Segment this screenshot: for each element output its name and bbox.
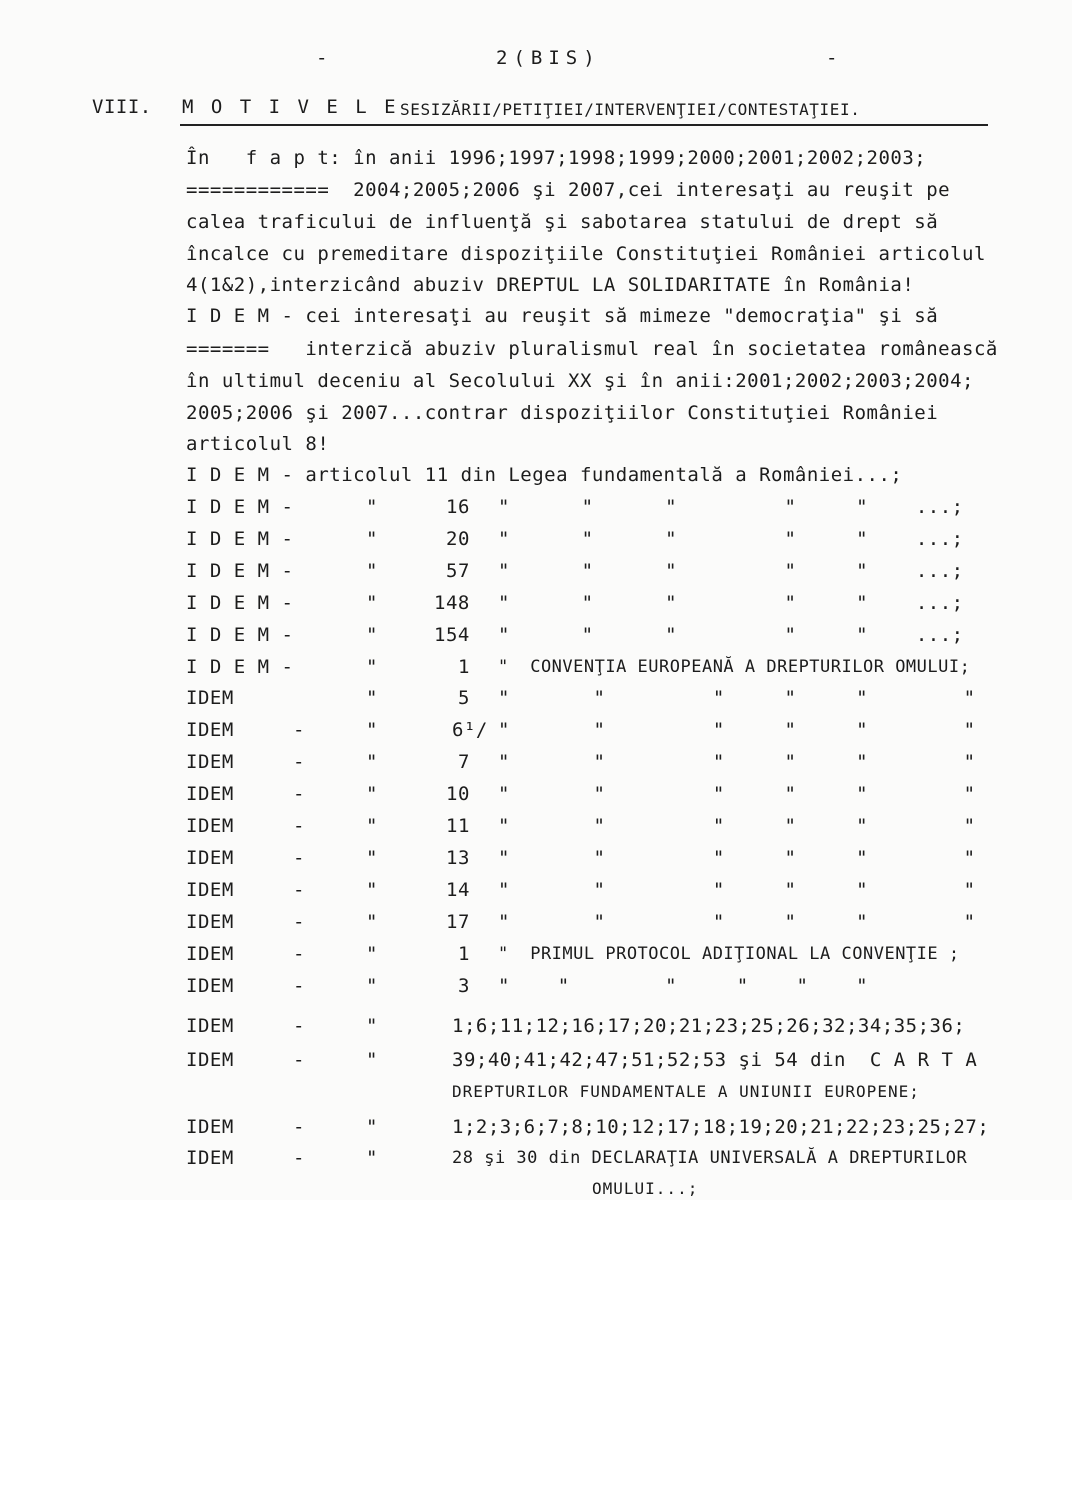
article-number: 148 (434, 592, 470, 614)
article-number: 10 (446, 783, 470, 805)
article-number: 7 (458, 751, 470, 773)
idem-label: I D E M - (186, 592, 294, 614)
text-line: ============ 2004;2005;2006 şi 2007,cei interesaţi au reuşit pe (186, 179, 951, 201)
declaration-title-end: OMULUI...; (592, 1179, 699, 1198)
text-line: 2005;2006 şi 2007...contrar dispoziţiilor Constituţiei României (186, 402, 939, 424)
article-number: 57 (446, 560, 470, 582)
article-number: 154 (434, 624, 470, 646)
ditto-mark: " (366, 687, 378, 709)
right-dash: - (826, 47, 838, 69)
text-line: În f a p t: în anii 1996;1997;1998;1999;2000;2001;2002;2003; (186, 147, 927, 169)
idem-label: IDEM (186, 1015, 234, 1037)
ditto-rest: " " " " " " (498, 783, 976, 805)
dash: - (293, 847, 305, 869)
dash: - (293, 815, 305, 837)
article-number: 13 (446, 847, 470, 869)
idem-label: IDEM (186, 815, 234, 837)
text-line: I D E M - articolul 11 din Legea fundamentală a României...; (186, 464, 903, 486)
idem-label: I D E M - (186, 624, 294, 646)
dash: - (293, 751, 305, 773)
idem-label: I D E M - (186, 496, 294, 518)
idem-label: IDEM (186, 751, 234, 773)
article-number: 11 (446, 815, 470, 837)
idem-label: IDEM (186, 687, 234, 709)
idem-label: I D E M - (186, 656, 294, 678)
ditto-rest: " " " " " ...; (498, 528, 964, 550)
idem-label: I D E M - (186, 528, 294, 550)
ditto-mark: " (366, 592, 378, 614)
dash: - (293, 1049, 305, 1071)
idem-label: IDEM (186, 719, 234, 741)
idem-label: IDEM (186, 783, 234, 805)
text-line: în ultimul deceniu al Secolului XX şi în anii:2001;2002;2003;2004; (186, 370, 974, 392)
ditto-mark: " (366, 751, 378, 773)
ditto-rest: " " " " " " (498, 847, 976, 869)
dash: - (293, 719, 305, 741)
ditto-rest: " " " " " ...; (498, 592, 964, 614)
dash: - (293, 1015, 305, 1037)
ditto-mark: " (366, 783, 378, 805)
dash: - (293, 975, 305, 997)
idem-label: IDEM (186, 911, 234, 933)
ditto-mark: " (366, 1015, 378, 1037)
ditto-rest: " " " " " " (498, 719, 976, 741)
ditto-mark: " (366, 656, 378, 678)
idem-label: IDEM (186, 879, 234, 901)
convention-title: " CONVENŢIA EUROPEANĂ A DREPTURILOR OMULUI; (498, 657, 971, 677)
ditto-rest: " " " " " " (498, 879, 976, 901)
ditto-mark: " (366, 496, 378, 518)
ditto-mark: " (366, 943, 378, 965)
ditto-mark: " (366, 975, 378, 997)
idem-label: IDEM (186, 847, 234, 869)
dash: - (293, 783, 305, 805)
dash: - (293, 879, 305, 901)
idem-label: IDEM (186, 943, 234, 965)
ditto-rest: " " " " " " (498, 687, 976, 709)
article-number: 6¹/ (452, 719, 488, 741)
dash: - (293, 1116, 305, 1138)
article-list: 1;6;11;12;16;17;20;21;23;25;26;32;34;35;36; (452, 1015, 966, 1037)
ditto-mark: " (366, 1147, 378, 1169)
ditto-mark: " (366, 815, 378, 837)
ditto-rest: " " " " " ...; (498, 624, 964, 646)
article-number: 16 (446, 496, 470, 518)
ditto-rest: " " " " " " (498, 815, 976, 837)
idem-label: IDEM (186, 1147, 234, 1169)
ditto-mark: " (366, 911, 378, 933)
ditto-mark: " (366, 719, 378, 741)
section-title-subject: SESIZĂRII/PETIŢIEI/INTERVENŢIEI/CONTESTAŢIEI. (400, 100, 861, 119)
article-number: 17 (446, 911, 470, 933)
ditto-rest: " " " " " ...; (498, 560, 964, 582)
ditto-rest: " " " " " ...; (498, 496, 964, 518)
article-number: 20 (446, 528, 470, 550)
ditto-mark: " (366, 624, 378, 646)
section-title-motivele: M O T I V E L E (182, 96, 399, 118)
left-dash: - (316, 47, 328, 69)
protocol-title: " PRIMUL PROTOCOL ADIŢIONAL LA CONVENŢIE ; (498, 944, 960, 964)
article-number: 5 (458, 687, 470, 709)
dash: - (293, 911, 305, 933)
page-number: 2(BIS) (496, 47, 601, 69)
text-line: ======= interzică abuziv pluralismul real în societatea românească (186, 338, 998, 360)
article-list: 39;40;41;42;47;51;52;53 şi 54 din C A R T A (452, 1049, 978, 1071)
dash: - (293, 1147, 305, 1169)
article-number: 1 (458, 943, 470, 965)
charter-title: DREPTURILOR FUNDAMENTALE A UNIUNII EUROPENE; (452, 1082, 920, 1101)
ditto-rest: " " " " " " (498, 751, 976, 773)
ditto-mark: " (366, 879, 378, 901)
text-line: încalce cu premeditare dispoziţiile Constituţiei României articolul (186, 243, 986, 265)
article-number: 3 (458, 975, 470, 997)
article-list: 1;2;3;6;7;8;10;12;17;18;19;20;21;22;23;25;27; (452, 1116, 990, 1138)
idem-label: IDEM (186, 1116, 234, 1138)
ditto-mark: " (366, 1049, 378, 1071)
text-line: calea traficului de influenţă şi sabotarea statului de drept să (186, 211, 939, 233)
text-line: articolul 8! (186, 433, 330, 455)
ditto-rest: " " " " " " (498, 975, 869, 997)
ditto-mark: " (366, 847, 378, 869)
ditto-rest: " " " " " " (498, 911, 976, 933)
ditto-mark: " (366, 528, 378, 550)
section-number: VIII. (92, 96, 152, 118)
ditto-mark: " (366, 560, 378, 582)
idem-label: IDEM (186, 1049, 234, 1071)
dash: - (293, 943, 305, 965)
article-number: 1 (458, 656, 470, 678)
heading-underline (180, 124, 988, 126)
text-line: I D E M - cei interesaţi au reuşit să mimeze "democraţia" şi să (186, 305, 939, 327)
idem-label: IDEM (186, 975, 234, 997)
article-number: 14 (446, 879, 470, 901)
article-list: 28 şi 30 din DECLARAŢIA UNIVERSALĂ A DREPTURILOR (452, 1148, 968, 1168)
idem-label: I D E M - (186, 560, 294, 582)
text-line: 4(1&2),interzicând abuziv DREPTUL LA SOLIDARITATE în România! (186, 274, 915, 296)
ditto-mark: " (366, 1116, 378, 1138)
